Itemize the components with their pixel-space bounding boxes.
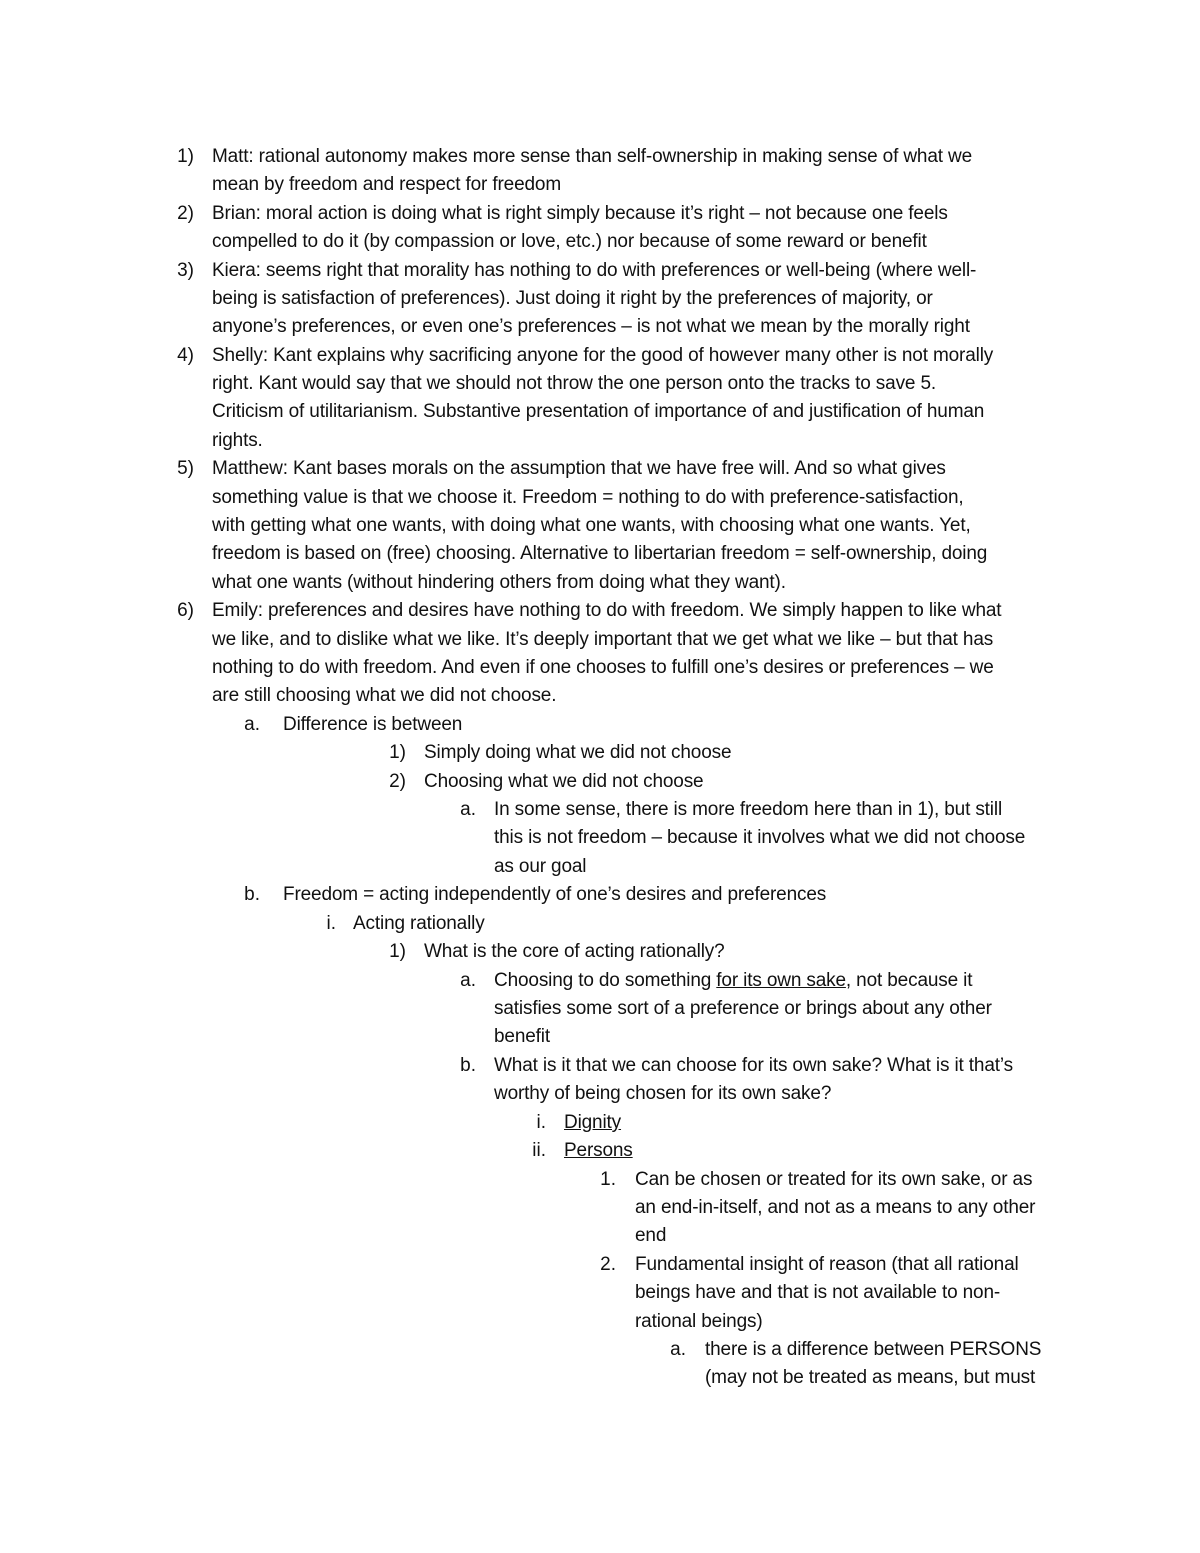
list-item-line: worthy of being chosen for its own sake? xyxy=(494,1083,832,1104)
list-item-line: Choosing what we did not choose xyxy=(424,771,704,792)
list-item-line: Matthew: Kant bases morals on the assumption that we have free will. And so what gives xyxy=(212,458,946,479)
list-marker: 1) xyxy=(389,941,406,962)
list-item-line: Shelly: Kant explains why sacrificing anyone for the good of however many other is not morally xyxy=(212,345,994,366)
list-marker: 4) xyxy=(177,345,194,366)
list-item-line: Brian: moral action is doing what is right simply because it’s right – not because one feels xyxy=(212,203,948,224)
list-item-line: In some sense, there is more freedom here than in 1), but still xyxy=(494,799,1003,820)
list-marker: a. xyxy=(244,714,260,735)
list-marker: 2) xyxy=(389,771,406,792)
text-segment: Choosing to do something xyxy=(494,970,717,991)
list-item-line: anyone’s preferences, or even one’s preferences – is not what we mean by the morally right xyxy=(212,316,970,337)
list-marker: a. xyxy=(460,799,476,820)
list-item-line: being is satisfaction of preferences). Just doing it right by the preferences of majority, or xyxy=(212,288,933,309)
list-item-line: Criticism of utilitarianism. Substantive presentation of importance of and justification of human xyxy=(212,401,985,422)
underlined-phrase: for its own sake xyxy=(716,970,846,991)
list-item-line: compelled to do it (by compassion or love, etc.) nor because of some reward or benefit xyxy=(212,231,927,252)
text-segment: , not because it xyxy=(845,970,973,991)
list-item-line: as our goal xyxy=(494,856,587,877)
list-item-line: Persons xyxy=(564,1140,633,1161)
list-item-line: with getting what one wants, with doing what one wants, with choosing what one wants. Yet, xyxy=(212,515,971,536)
list-item-line: Matt: rational autonomy makes more sense than self-ownership in making sense of what we xyxy=(212,146,972,167)
list-item-line: what one wants (without hindering others from doing what they want). xyxy=(212,572,786,593)
list-item-line: this is not freedom – because it involves what we did not choose xyxy=(494,827,1026,848)
list-item-line: Freedom = acting independently of one’s desires and preferences xyxy=(283,884,827,905)
list-item-line: Dignity xyxy=(564,1112,622,1133)
list-marker: ii. xyxy=(532,1140,546,1161)
list-item-line: an end-in-itself, and not as a means to any other xyxy=(635,1197,1036,1218)
list-marker: a. xyxy=(670,1339,686,1360)
list-item-line xyxy=(494,967,972,995)
list-item-line: beings have and that is not available to non- xyxy=(635,1282,1001,1303)
list-marker: 2) xyxy=(177,203,194,224)
list-item-line: Fundamental insight of reason (that all rational xyxy=(635,1254,1019,1275)
list-marker: 3) xyxy=(177,260,194,281)
list-item-line: are still choosing what we did not choose. xyxy=(212,685,557,706)
list-item-line: mean by freedom and respect for freedom xyxy=(212,174,561,195)
list-marker: b. xyxy=(460,1055,476,1076)
list-marker: 2. xyxy=(600,1254,616,1275)
list-item-line: satisfies some sort of a preference or brings about any other xyxy=(494,998,992,1019)
list-marker: i. xyxy=(536,1112,546,1133)
list-marker: i. xyxy=(326,913,336,934)
list-item-line: Emily: preferences and desires have nothing to do with freedom. We simply happen to like what xyxy=(212,600,1002,621)
list-marker: 5) xyxy=(177,458,194,479)
list-item-line: Kiera: seems right that morality has nothing to do with preferences or well-being (where well- xyxy=(212,260,977,281)
list-item-line: What is the core of acting rationally? xyxy=(424,941,725,962)
list-item-line: rights. xyxy=(212,430,263,451)
list-item-line: (may not be treated as means, but must xyxy=(705,1367,1036,1388)
list-item-line: freedom is based on (free) choosing. Alternative to libertarian freedom = self-ownership, doing xyxy=(212,543,988,564)
list-item-line: Can be chosen or treated for its own sake, or as xyxy=(635,1169,1033,1190)
list-item-line: Acting rationally xyxy=(353,913,485,934)
list-item-line: right. Kant would say that we should not throw the one person onto the tracks to save 5. xyxy=(212,373,937,394)
list-marker: b. xyxy=(244,884,260,905)
list-marker: 1. xyxy=(600,1169,616,1190)
list-marker: a. xyxy=(460,970,476,991)
list-marker: 1) xyxy=(177,146,194,167)
list-item-line: Difference is between xyxy=(283,714,463,735)
list-item-line: What is it that we can choose for its own sake? What is it that’s xyxy=(494,1055,1013,1076)
list-item-line: Simply doing what we did not choose xyxy=(424,742,732,763)
list-item-line: we like, and to dislike what we like. It’s deeply important that we get what we like – but that has xyxy=(212,629,994,650)
list-item-line: something value is that we choose it. Freedom = nothing to do with preference-satisfaction, xyxy=(212,487,964,508)
list-item-line: end xyxy=(635,1225,667,1246)
list-item-line: rational beings) xyxy=(635,1311,763,1332)
list-item-line: nothing to do with freedom. And even if one chooses to fulfill one’s desires or preferences – we xyxy=(212,657,994,678)
list-marker: 6) xyxy=(177,600,194,621)
list-item-line: there is a difference between PERSONS xyxy=(705,1339,1042,1360)
list-marker: 1) xyxy=(389,742,406,763)
list-item-line: benefit xyxy=(494,1026,550,1047)
